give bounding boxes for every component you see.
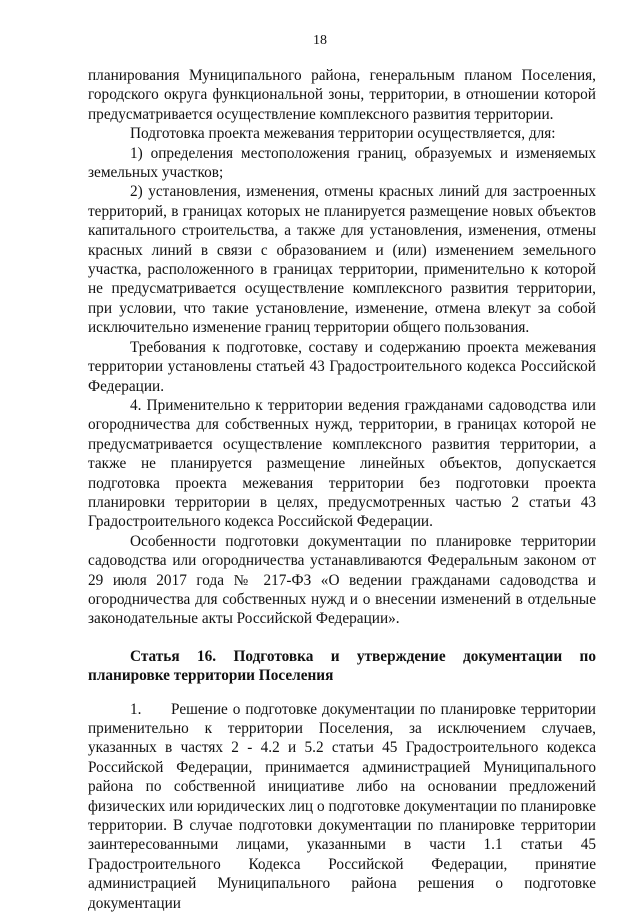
paragraph-item-2: 2) установления, изменения, отмены красных линий для застроенных территорий, в границах которых не планируется размещение новых объектов капитального строительства, а также для установления, изменения, отмены красных линий в связи с образованием и (или) изменением земельного участка, расположенного в границах территории, применительно к которой не предусматривается осуществление комплексного развития территории, при условии, что такие установление, изменение, отмена влекут за собой исключительно изменение границ территории общего пользования. [88,183,596,337]
paragraph-mezhevanie-intro: Подготовка проекта межевания территории осуществляется, для: [130,125,556,143]
paragraph-features: Особенности подготовки документации по планировке территории садоводства или огородничества устанавливаются Федеральным законом от 29 июля 2017 года № 217-ФЗ «О ведении гражданами садоводства и огородничества для собственных нужд и о внесении изменений в отдельные законодательные акты Российской Федерации». [88,532,596,628]
article-paragraph-1: 1. Решение о подготовке документации по планировке территории применительно к территории Поселения, за исключением случаев, указанных в частях 2 - 4.2 и 5.2 статьи 45 Градостроительного кодекса Российской Федерации, принимается администрацией Муниципального района по собственной инициативе либо на основании предложений физических или юридических лиц о подготовке документации по планировке территории. В случае подготовки документации по планировке территории заинтересованными лицами, указанными в части 1.1 статьи 45 Градостроительного Кодекса Российской Федерации, принятие администрацией Муниципального района решения о подготовке документации [88,700,596,912]
document-body [88,66,596,913]
paragraph-continuation: планирования Муниципального района, генеральным планом Поселения, городского округа функциональной зоны, территории, в отношении которой предусматривается осуществление комплексного развития территории. [88,67,596,123]
paragraph-item-1: 1) определения местоположения границ, образуемых и изменяемых земельных участков; [88,144,596,182]
page-number: 18 [313,33,327,48]
paragraph-point-4: 4. Применительно к территории ведения гражданами садоводства или огородничества для собственных нужд, территории, в границах которой не предусматривается осуществление комплексного развития территории, а также не планируется размещение линейных объектов, допускается подготовка проекта межевания территории без подготовки проекта планировки территории в целях, предусмотренных частью 2 статьи 43 Градостроительного кодекса Российской Федерации. [88,396,596,531]
article-heading: Статья 16. Подготовка и утверждение документации по планировке территории Поселения [88,647,596,685]
paragraph-requirements: Требования к подготовке, составу и содержанию проекта межевания территории установлены статьей 43 Градостроительного кодекса Российской Федерации. [88,338,596,395]
